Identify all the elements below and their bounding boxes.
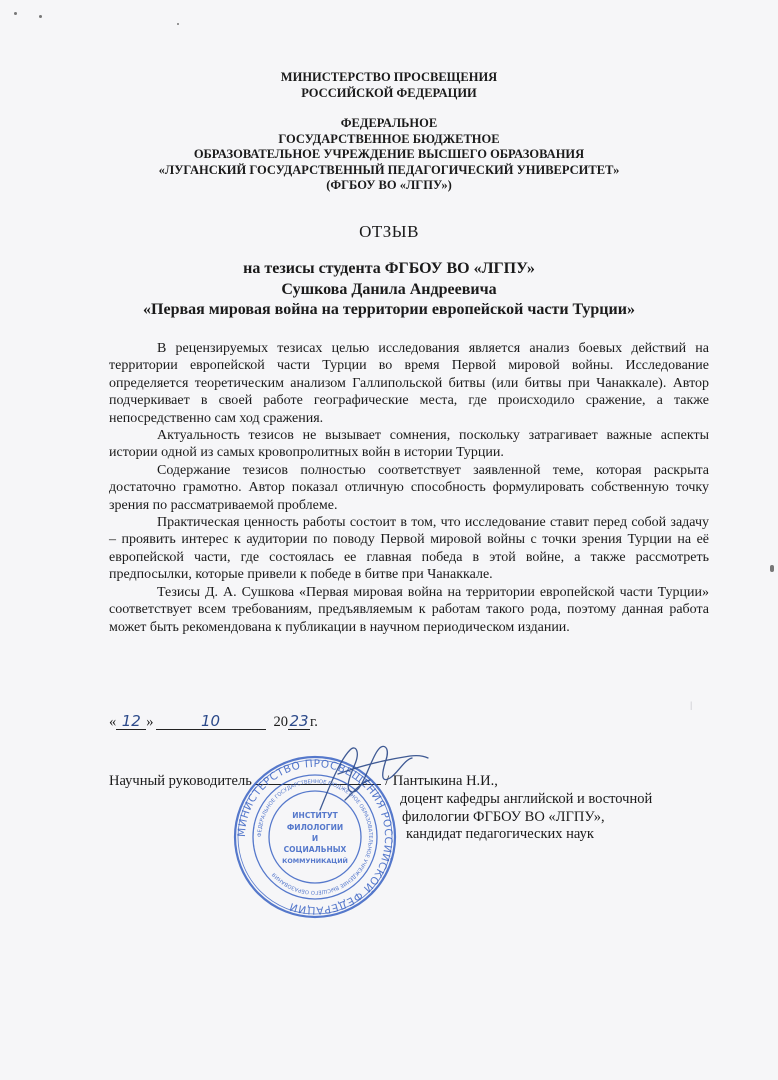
stamp-outer-text: МИНИСТЕРСТВО ПРОСВЕЩЕНИЯ РОССИЙСКОЙ ФЕДЕРАЦИИ [235,757,395,917]
handwritten-year: 23 [289,712,309,730]
body-paragraph: Тезисы Д. А. Сушкова «Первая мировая война на территории европейской части Турции» соответствует всем требованиям, предъявляемым к работам такого рода, поэтому данная работа может быть рекомендована к публикации в научном периодическом издании. [109,584,709,635]
date-line: « 12 » 10 2023г. [109,712,318,730]
show-through-artifact: | [690,700,693,710]
body-paragraph: Актуальность тезисов не вызывает сомнения, поскольку затрагивает важные аспекты истории одной из самых кровопролитных войн в истории Турции. [109,428,709,461]
scan-speck [177,23,179,25]
body-paragraph: Содержание тезисов полностью соответствует заявленной теме, которая раскрыта достаточно грамотно. Автор показал отличную способность формулировать собственную точку зрения по рассматриваемой проблеме. [109,462,709,513]
thesis-title: «Первая мировая война на территории европейской части Турции» [143,301,635,318]
svg-text:И: И [311,834,319,843]
supervisor-degree: кандидат педагогических наук [406,826,594,842]
organization-line: ОБРАЗОВАТЕЛЬНОЕ УЧРЕЖДЕНИЕ ВЫСШЕГО ОБРАЗОВАНИЯ [193,147,585,161]
signature-line: Научный руководитель / Пантыкина Н.И., [109,773,498,789]
scan-speck [770,565,774,572]
organization-line: ГОСУДАРСТВЕННОЕ БЮДЖЕТНОЕ [278,131,500,146]
svg-text:ИНСТИТУТ: ИНСТИТУТ [292,811,338,820]
document-type-title: ОТЗЫВ [359,222,419,241]
review-body [109,340,709,636]
review-subject [0,259,778,321]
supervisor-position: филологии ФГБОУ ВО «ЛГПУ», [402,808,605,825]
scan-speck [39,15,42,18]
svg-text:ФИЛОЛОГИИ: ФИЛОЛОГИИ [286,823,344,832]
organization-line: ФЕДЕРАЛЬНОЕ [340,116,438,130]
scan-speck [14,12,17,15]
document-header [0,70,778,194]
supervisor-name: Пантыкина Н.И., [392,773,498,789]
student-name: Сушкова Данила Андреевича [281,280,497,298]
supervisor-label: Научный руководитель [109,773,252,789]
svg-text:СОЦИАЛЬНЫХ: СОЦИАЛЬНЫХ [283,845,347,854]
stamp-inner-text: ФЕДЕРАЛЬНОЕ ГОСУДАРСТВЕННОЕ БЮДЖЕТНОЕ ОБРАЗОВАТЕЛЬНОЕ УЧРЕЖДЕНИЕ ВЫСШЕГО ОБРАЗОВАНИЯ [256,778,374,896]
organization-abbreviation: (ФГБОУ ВО «ЛГПУ») [326,178,452,192]
handwritten-day: 12 [121,712,141,730]
subject-line: на тезисы студента ФГБОУ ВО «ЛГПУ» [243,260,535,277]
body-paragraph: В рецензируемых тезисах целью исследования является анализ боевых действий на территории европейской части Турции во время Первой мировой войны. Исследование определяется теоретическим анализом Галлипольской битвы (или битвы при Чанаккале). Автор подчеркивает в своей работе географические места, где происходило сражение, а также непосредственно сам ход сражения. [109,341,709,426]
ministry-line: МИНИСТЕРСТВО ПРОСВЕЩЕНИЯ [280,70,498,84]
handwritten-signature-icon [300,730,440,820]
ministry-line: РОССИЙСКОЙ ФЕДЕРАЦИИ [301,85,477,100]
supervisor-position: доцент кафедры английской и восточной [400,791,653,807]
body-paragraph: Практическая ценность работы состоит в том, что исследование ставит перед собой задачу – проявить интерес к аудитории по поводу Первой мировой войны с точки зрения Турции на её европейской части, где состоялась ее главная победа в этой войне, а также рассмотреть предпосылки, которые привели к победе в битве при Чанаккале. [109,515,709,583]
svg-text:КОММУНИКАЦИЙ: КОММУНИКАЦИЙ [282,857,348,865]
organization-line: «ЛУГАНСКИЙ ГОСУДАРСТВЕННЫЙ ПЕДАГОГИЧЕСКИЙ УНИВЕРСИТЕТ» [158,162,620,177]
handwritten-month: 10 [200,712,221,730]
